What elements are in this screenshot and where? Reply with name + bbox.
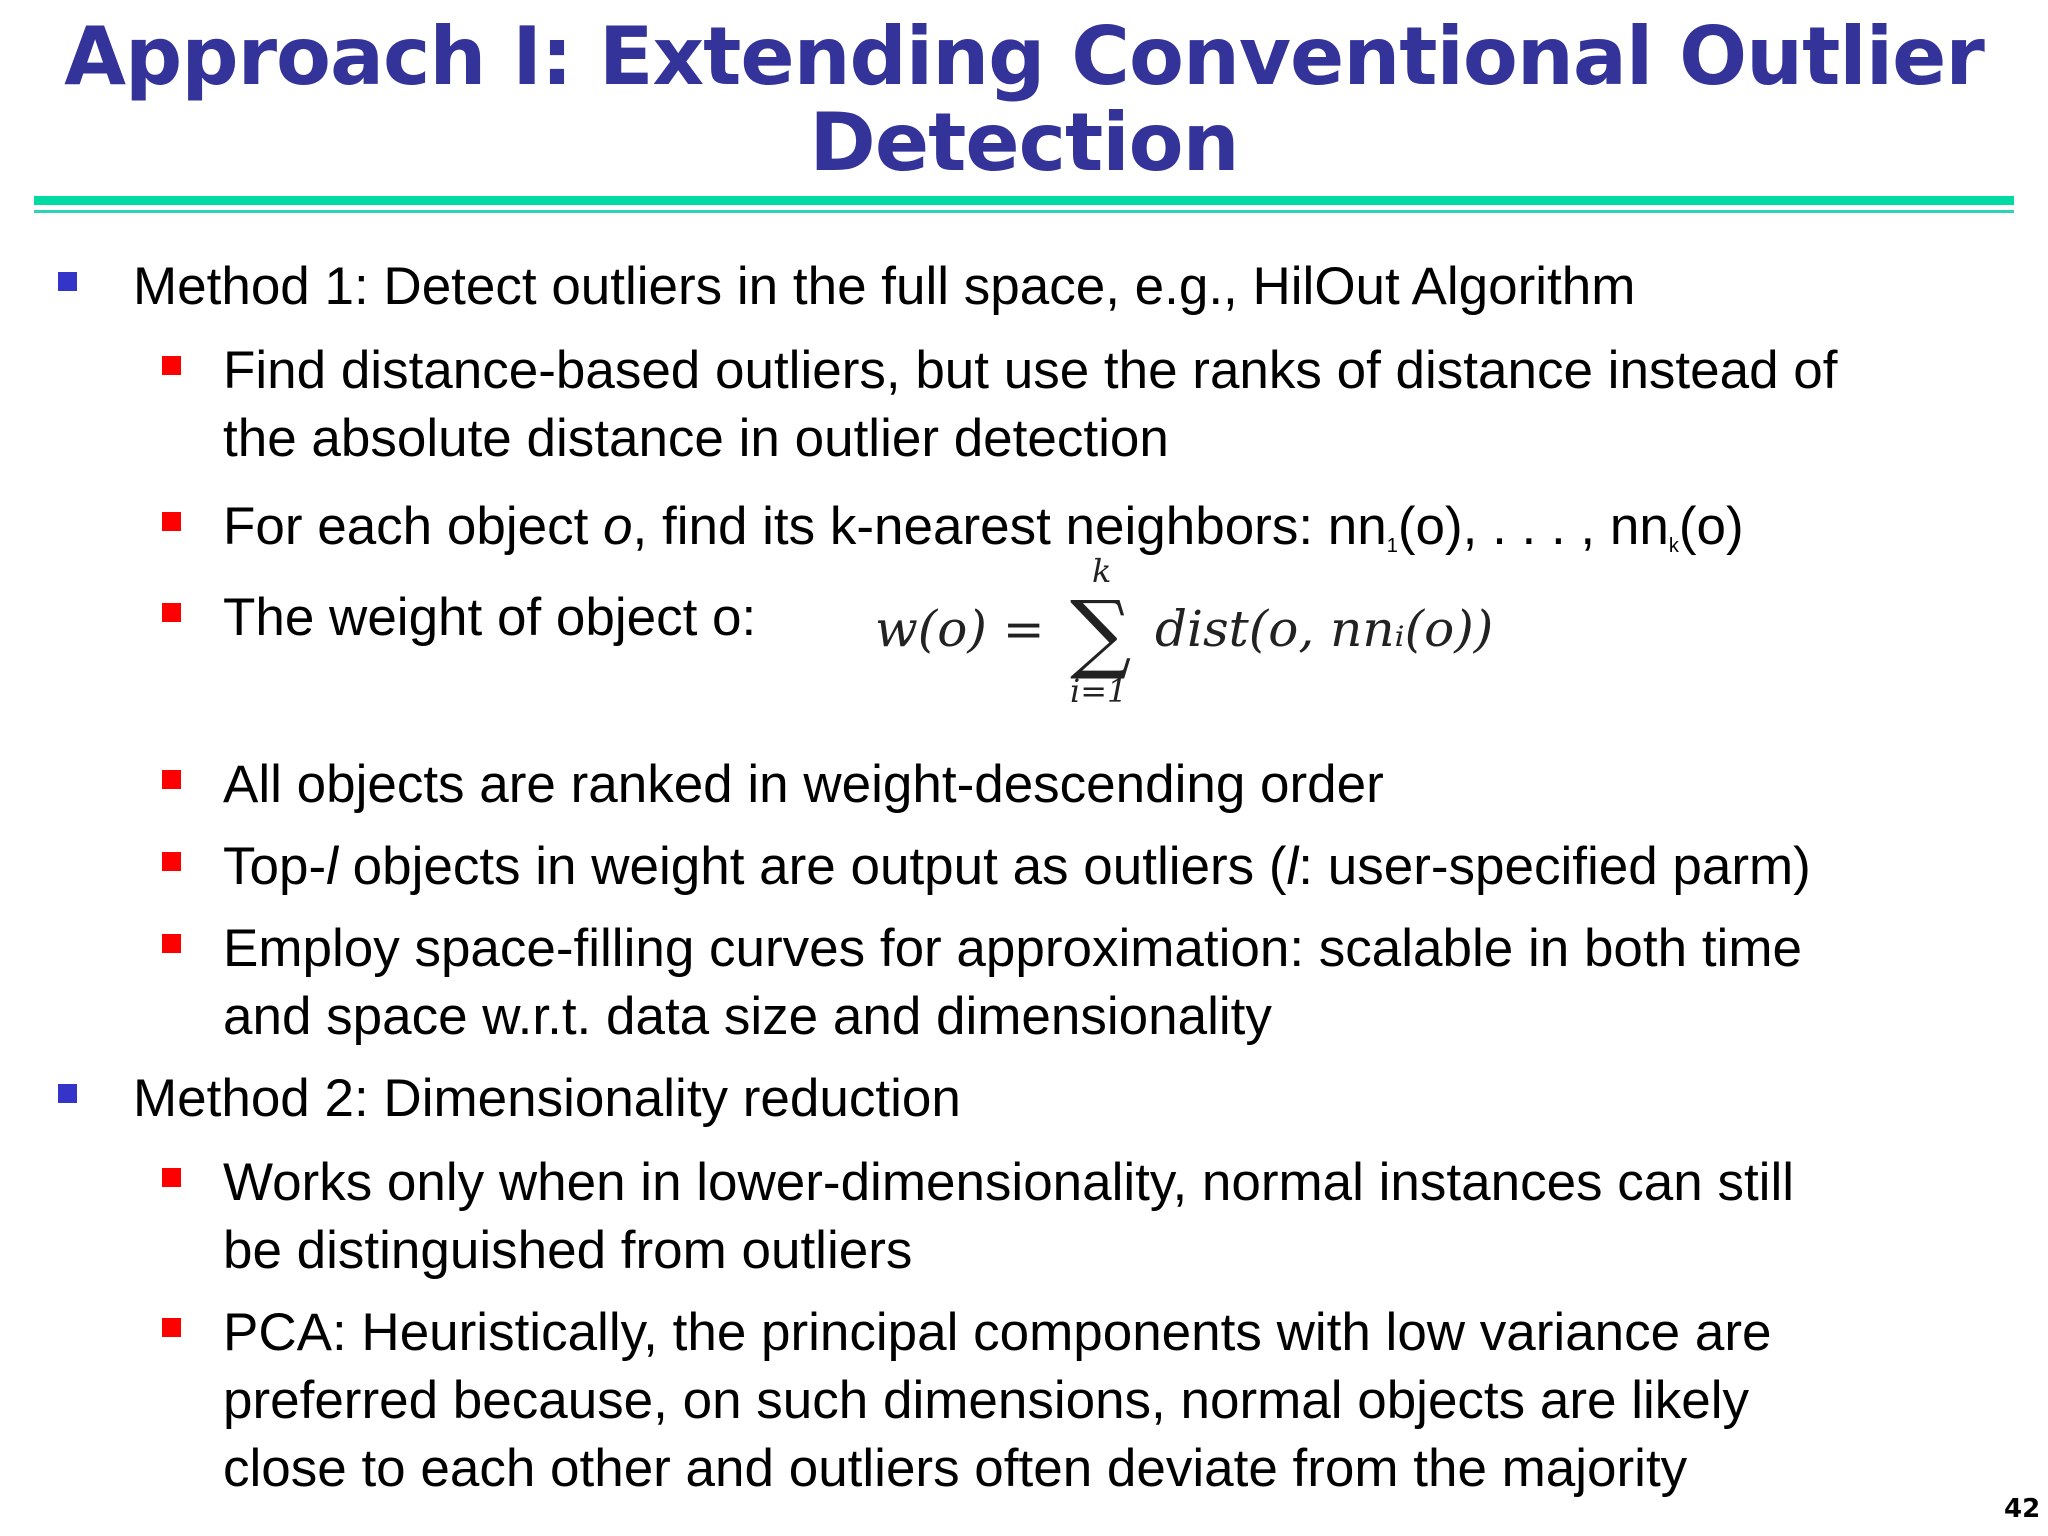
bullet-square-red-icon <box>162 1318 181 1337</box>
bullet-square-blue-icon <box>58 1084 77 1103</box>
bullet-ranked: All objects are ranked in weight-descending order <box>223 755 1384 814</box>
bullet-method-2: Method 2: Dimensionality reduction <box>133 1069 961 1128</box>
bullet-square-red-icon <box>162 356 181 375</box>
bullet-square-red-icon <box>162 852 181 871</box>
bullet-works-only-line1: Works only when in lower-dimensionality, normal instances can still <box>223 1153 1795 1212</box>
formula-rhs: dist(o, nnᵢ(o)) <box>1155 600 1494 658</box>
bullet-weight: The weight of object o: <box>223 588 757 647</box>
formula-upper-limit: k <box>1092 552 1112 590</box>
bullet-pca-line2: preferred because, on such dimensions, normal objects are likely <box>223 1371 1750 1430</box>
bullet-square-red-icon <box>162 512 181 531</box>
bullet-space-filling-line2: and space w.r.t. data size and dimensionality <box>223 987 1272 1046</box>
bullet-works-only-line2: be distinguished from outliers <box>223 1221 913 1280</box>
bullet-top-l: Top-l objects in weight are output as outliers (l: user-specified parm) <box>223 837 1811 896</box>
formula-lower-limit: i=1 <box>1070 672 1128 710</box>
bullet-rank-distance-line1: Find distance-based outliers, but use the ranks of distance instead of <box>223 341 1838 400</box>
bullet-rank-distance-line2: the absolute distance in outlier detection <box>223 409 1169 468</box>
formula-lhs: w(o) = <box>875 600 1045 658</box>
bullet-space-filling-line1: Employ space-filling curves for approximation: scalable in both time <box>223 919 1802 978</box>
bullet-square-red-icon <box>162 934 181 953</box>
title-rule-thick <box>34 196 2014 205</box>
bullet-pca-line1: PCA: Heuristically, the principal components with low variance are <box>223 1303 1772 1362</box>
bullet-square-red-icon <box>162 603 181 622</box>
page-number: 42 <box>2004 1494 2041 1524</box>
bullet-square-blue-icon <box>58 272 77 291</box>
bullet-knn: For each object o, find its k-nearest neighbors: $nn_1(o)$, . . . , $nn_k(o)$ <box>223 497 1744 557</box>
bullet-pca-line3: close to each other and outliers often deviate from the majority <box>223 1439 1688 1498</box>
bullet-method-1: Method 1: Detect outliers in the full space, e.g., HilOut Algorithm <box>133 257 1636 316</box>
title-rule-thin <box>34 210 2014 213</box>
sigma-icon: ∑ <box>1070 583 1132 683</box>
slide-title: Approach I: Extending Conventional Outlier Detection <box>64 10 1984 189</box>
bullet-square-red-icon <box>162 1168 181 1187</box>
bullet-square-red-icon <box>162 770 181 789</box>
weight-formula <box>870 552 1520 720</box>
